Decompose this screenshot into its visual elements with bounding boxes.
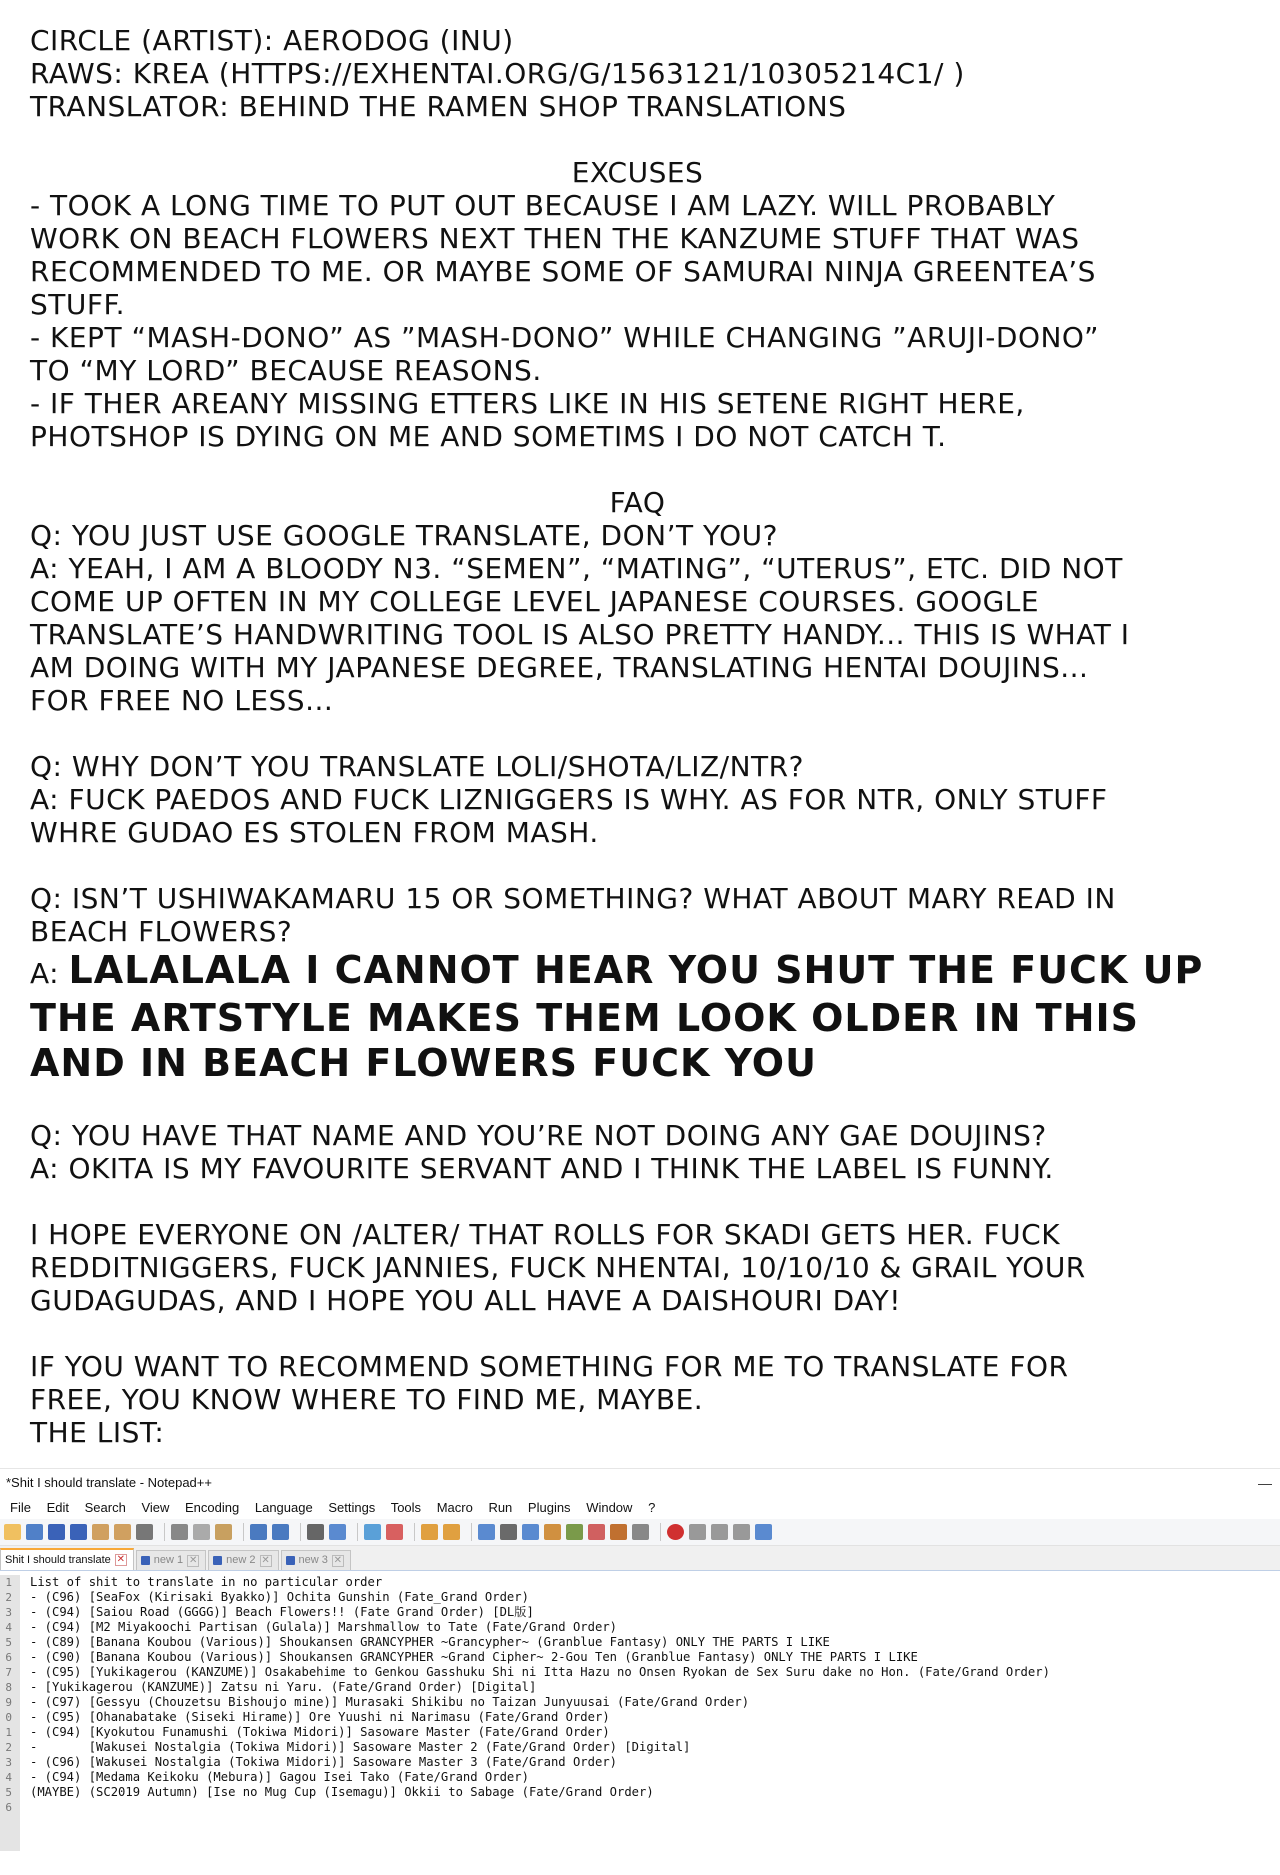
disk-icon [286, 1556, 295, 1565]
faq-line: Q: WHY DON’T YOU TRANSLATE LOLI/SHOTA/LIZ/NTR? [30, 750, 804, 783]
excuses-line: RECOMMENDED TO ME. OR MAYBE SOME OF SAMURAI NINJA GREENTEA’S [30, 255, 1096, 288]
faq-heading: FAQ [609, 486, 666, 519]
line-text: - [Wakusei Nostalgia (Tokiwa Midori)] Sasoware Master 2 (Fate/Grand Order) [Digital] [30, 1740, 691, 1754]
line-number: 9 [5, 1696, 12, 1709]
disk-icon [213, 1556, 222, 1565]
faq-line: WHRE GUDAO ES STOLEN FROM MASH. [30, 816, 599, 849]
menu-search[interactable]: Search [84, 1500, 126, 1515]
menu-plugins[interactable]: Plugins [527, 1500, 571, 1515]
line-number: 6 [5, 1801, 12, 1814]
excuses-line: - KEPT “MASH-DONO” AS ”MASH-DONO” WHILE CHANGING ”ARUJI-DONO” [30, 321, 1099, 354]
faq-line: A: OKITA IS MY FAVOURITE SERVANT AND I THINK THE LABEL IS FUNNY. [30, 1152, 1054, 1185]
notepadpp-window [0, 1468, 1280, 1875]
editor-line [0, 1800, 1050, 1815]
menu-view[interactable]: View [141, 1500, 170, 1515]
record-macro-icon[interactable] [667, 1524, 684, 1540]
recommend-line: THE LIST: [30, 1416, 165, 1449]
editor-line [0, 1650, 1050, 1665]
faq-answer-prefix: A: [30, 957, 69, 990]
editor-line [0, 1770, 1050, 1785]
replace-icon[interactable] [329, 1524, 346, 1540]
faq-line: A: YEAH, I AM A BLOODY N3. “SEMEN”, “MATING”, “UTERUS”, ETC. DID NOT [30, 552, 1123, 585]
tab-label: Shit I should translate [5, 1553, 111, 1566]
show-all-characters-icon[interactable] [500, 1524, 517, 1540]
editor-line [0, 1635, 1050, 1650]
line-number: 4 [5, 1621, 12, 1634]
menu-language[interactable]: Language [254, 1500, 313, 1515]
line-number: 0 [5, 1711, 12, 1724]
minimize-button[interactable]: — [1258, 1475, 1272, 1491]
tab-label: new 2 [226, 1554, 256, 1566]
monitoring-icon[interactable] [632, 1524, 649, 1540]
save-all-icon[interactable] [70, 1524, 87, 1540]
cut-icon[interactable] [171, 1524, 188, 1540]
line-number: 2 [5, 1591, 12, 1604]
recommend-line: IF YOU WANT TO RECOMMEND SOMETHING FOR ME TO TRANSLATE FOR [30, 1350, 1069, 1383]
line-number: 8 [5, 1681, 12, 1694]
editor-line [0, 1710, 1050, 1725]
menu-edit[interactable]: Edit [46, 1500, 69, 1515]
close-icon[interactable] [92, 1524, 109, 1540]
menu-bar [0, 1497, 1280, 1519]
faq-big-answer-line: THE ARTSTYLE MAKES THEM LOOK OLDER IN THIS [30, 996, 1140, 1040]
editor-line [0, 1575, 1050, 1590]
editor-line [0, 1665, 1050, 1680]
line-text: List of shit to translate in no particular order [30, 1575, 383, 1589]
excuses-line: TO “MY LORD” BECAUSE REASONS. [30, 354, 542, 387]
editor-line [0, 1605, 1050, 1620]
print-icon[interactable] [136, 1524, 153, 1540]
closing-line: REDDITNIGGERS, FUCK JANNIES, FUCK NHENTAI, 10/10/10 & GRAIL YOUR [30, 1251, 1086, 1284]
tab-label: new 3 [298, 1554, 328, 1566]
faq-line: COME UP OFTEN IN MY COLLEGE LEVEL JAPANESE COURSES. GOOGLE [30, 585, 1040, 618]
line-number: 5 [5, 1636, 12, 1649]
user-language-icon[interactable] [544, 1524, 561, 1540]
new-file-icon[interactable] [4, 1524, 21, 1540]
line-number: 7 [5, 1666, 12, 1679]
faq-line: Q: YOU HAVE THAT NAME AND YOU’RE NOT DOING ANY GAE DOUJINS? [30, 1119, 1047, 1152]
disk-icon [141, 1556, 150, 1565]
faq-line: FOR FREE NO LESS... [30, 684, 334, 717]
line-number: 4 [5, 1771, 12, 1784]
toolbar-divider [243, 1523, 244, 1541]
redo-icon[interactable] [272, 1524, 289, 1540]
editor-line [0, 1695, 1050, 1710]
close-tab-icon[interactable]: ✕ [333, 1554, 343, 1566]
function-list-icon[interactable] [588, 1524, 605, 1540]
tab-new-1[interactable] [136, 1550, 206, 1570]
paste-icon[interactable] [215, 1524, 232, 1540]
line-text: (MAYBE) (SC2019 Autumn) [Ise no Mug Cup (Isemagu)] Okkii to Sabage (Fate/Grand Order) [30, 1785, 654, 1799]
toolbar-divider [357, 1523, 358, 1541]
faq-line: A: FUCK PAEDOS AND FUCK LIZNIGGERS IS WHY. AS FOR NTR, ONLY STUFF [30, 783, 1108, 816]
window-title-bar [0, 1469, 1280, 1497]
excuses-line: - IF THER AREANY MISSING ETTERS LIKE IN HIS SETENE RIGHT HERE, [30, 387, 1025, 420]
line-number: 2 [5, 1741, 12, 1754]
translator-notes [30, 24, 1245, 1449]
close-tab-icon[interactable]: ✕ [188, 1554, 198, 1566]
toolbar-divider [300, 1523, 301, 1541]
menu-macro[interactable]: Macro [436, 1500, 473, 1515]
line-text: - [Yukikagerou (KANZUME)] Zatsu ni Yaru. (Fate/Grand Order) [Digital] [30, 1680, 537, 1694]
copy-icon[interactable] [193, 1524, 210, 1540]
faq-line: TRANSLATE’S HANDWRITING TOOL IS ALSO PRETTY HANDY... THIS IS WHAT I [30, 618, 1130, 651]
close-tab-icon[interactable]: ✕ [116, 1554, 125, 1565]
line-text: - (C90) [Banana Koubou (Various)] Shoukansen GRANCYPHER ~Grand Cipher~ 2-Gou Ten (Granblue Fantasy) ONLY THE PARTS I LIKE [30, 1650, 918, 1664]
editor-line [0, 1620, 1050, 1635]
excuses-line: - TOOK A LONG TIME TO PUT OUT BECAUSE I AM LAZY. WILL PROBABLY [30, 189, 1056, 222]
save-icon[interactable] [48, 1524, 65, 1540]
line-number: 1 [5, 1726, 12, 1739]
line-text: - (C94) [M2 Miyakoochi Partisan (Gulala)] Marshmallow to Tate (Fate/Grand Order) [30, 1620, 617, 1634]
line-text: - (C94) [Medama Keikoku (Mebura)] Gagou Isei Tako (Fate/Grand Order) [30, 1770, 529, 1784]
document-map-icon[interactable] [566, 1524, 583, 1540]
editor-line [0, 1785, 1050, 1800]
editor-line [0, 1590, 1050, 1605]
text-editor[interactable] [0, 1571, 1280, 1851]
line-number: 3 [5, 1756, 12, 1769]
line-text: - (C96) [Wakusei Nostalgia (Tokiwa Midori)] Sasoware Master 3 (Fate/Grand Order) [30, 1755, 617, 1769]
editor-line [0, 1725, 1050, 1740]
notes-header-line: TRANSLATOR: BEHIND THE RAMEN SHOP TRANSLATIONS [30, 90, 847, 123]
toolbar-divider [660, 1523, 661, 1541]
tab-bar [0, 1546, 1280, 1571]
run-macro-multiple-icon[interactable] [733, 1524, 750, 1540]
notes-header-line: RAWS: KREA (HTTPS://EXHENTAI.ORG/G/1563121/10305214C1/ ) [30, 57, 965, 90]
line-text: - (C89) [Banana Koubou (Various)] Shoukansen GRANCYPHER ~Grancypher~ (Granblue Fantasy) ONLY THE PARTS I LIKE [30, 1635, 830, 1649]
close-all-icon[interactable] [114, 1524, 131, 1540]
line-text: - (C97) [Gessyu (Chouzetsu Bishoujo mine)] Murasaki Shikibu no Taizan Junyuusai (Fate/Grand Order) [30, 1695, 750, 1709]
faq-line: BEACH FLOWERS? [30, 915, 293, 948]
word-wrap-icon[interactable] [478, 1524, 495, 1540]
line-number: 5 [5, 1786, 12, 1799]
toolbar [0, 1519, 1280, 1546]
zoom-out-icon[interactable] [386, 1524, 403, 1540]
menu-run[interactable]: Run [488, 1500, 513, 1515]
line-number: 3 [5, 1606, 12, 1619]
tab-shit-i-should-translate[interactable] [0, 1548, 134, 1570]
excuses-line: STUFF. [30, 288, 125, 321]
play-macro-icon[interactable] [711, 1524, 728, 1540]
menu-window[interactable]: Window [586, 1500, 633, 1515]
stop-macro-icon[interactable] [689, 1524, 706, 1540]
line-text: - (C94) [Saiou Road (GGGG)] Beach Flowers!! (Fate Grand Order) [DL版] [30, 1605, 534, 1619]
find-icon[interactable] [307, 1524, 324, 1540]
open-file-icon[interactable] [26, 1524, 43, 1540]
undo-icon[interactable] [250, 1524, 267, 1540]
tab-new-3[interactable] [281, 1550, 351, 1570]
menu-settings[interactable]: Settings [328, 1500, 376, 1515]
line-text: - (C95) [Ohanabatake (Siseki Hirame)] Ore Yuushi ni Narimasu (Fate/Grand Order) [30, 1710, 610, 1724]
excuses-heading: EXCUSES [571, 156, 704, 189]
toolbar-divider [164, 1523, 165, 1541]
faq-big-answer-line: LALALALA I CANNOT HEAR YOU SHUT THE FUCK UP [68, 948, 1204, 992]
menu-file[interactable]: File [10, 1500, 31, 1515]
excuses-line: PHOTSHOP IS DYING ON ME AND SOMETIMS I DO NOT CATCH T. [30, 420, 947, 453]
indent-guide-icon[interactable] [522, 1524, 539, 1540]
closing-line: I HOPE EVERYONE ON /ALTER/ THAT ROLLS FOR SKADI GETS HER. FUCK [30, 1218, 1061, 1251]
line-text: - (C95) [Yukikagerou (KANZUME)] Osakabehime to Genkou Gasshuku Shi ni Itta Hazu no Onsen Ryokan de Sex Suru dake no Hon. (Fate/Grand Order) [30, 1665, 1050, 1679]
toolbar-divider [471, 1523, 472, 1541]
line-number: 6 [5, 1651, 12, 1664]
notes-header-line: CIRCLE (ARTIST): AERODOG (INU) [30, 24, 514, 57]
tab-new-2[interactable] [208, 1550, 278, 1570]
window-title: *Shit I should translate - Notepad++ [6, 1475, 212, 1490]
faq-line: AM DOING WITH MY JAPANESE DEGREE, TRANSLATING HENTAI DOUJINS... [30, 651, 1089, 684]
faq-line: Q: ISN’T USHIWAKAMARU 15 OR SOMETHING? WHAT ABOUT MARY READ IN [30, 882, 1116, 915]
tab-label: new 1 [153, 1554, 184, 1566]
line-text: - (C96) [SeaFox (Kirisaki Byakko)] Ochita Gunshin (Fate_Grand Order) [30, 1590, 529, 1604]
menu-tools[interactable]: Tools [390, 1500, 422, 1515]
sync-horizontal-icon[interactable] [443, 1524, 460, 1540]
faq-big-answer-line: AND IN BEACH FLOWERS FUCK YOU [30, 1041, 817, 1085]
close-tab-icon[interactable]: ✕ [261, 1554, 270, 1566]
zoom-in-icon[interactable] [364, 1524, 381, 1540]
menu-encoding[interactable]: Encoding [185, 1500, 240, 1515]
faq-big-answer [30, 948, 1245, 996]
toolbar-divider [414, 1523, 415, 1541]
editor-content [0, 1575, 1050, 1815]
line-text: - (C94) [Kyokutou Funamushi (Tokiwa Midori)] Sasoware Master (Fate/Grand Order) [30, 1725, 610, 1739]
editor-line [0, 1740, 1050, 1755]
save-macro-icon[interactable] [755, 1524, 772, 1540]
closing-line: GUDAGUDAS, AND I HOPE YOU ALL HAVE A DAISHOURI DAY! [30, 1284, 902, 1317]
editor-line [0, 1755, 1050, 1770]
line-number: 1 [5, 1576, 12, 1589]
excuses-line: WORK ON BEACH FLOWERS NEXT THEN THE KANZUME STUFF THAT WAS [30, 222, 1080, 255]
recommend-line: FREE, YOU KNOW WHERE TO FIND ME, MAYBE. [30, 1383, 704, 1416]
sync-vertical-icon[interactable] [421, 1524, 438, 1540]
folder-workspace-icon[interactable] [610, 1524, 627, 1540]
faq-line: Q: YOU JUST USE GOOGLE TRANSLATE, DON’T YOU? [30, 519, 778, 552]
menu-help[interactable]: ? [648, 1500, 656, 1515]
editor-line [0, 1680, 1050, 1695]
